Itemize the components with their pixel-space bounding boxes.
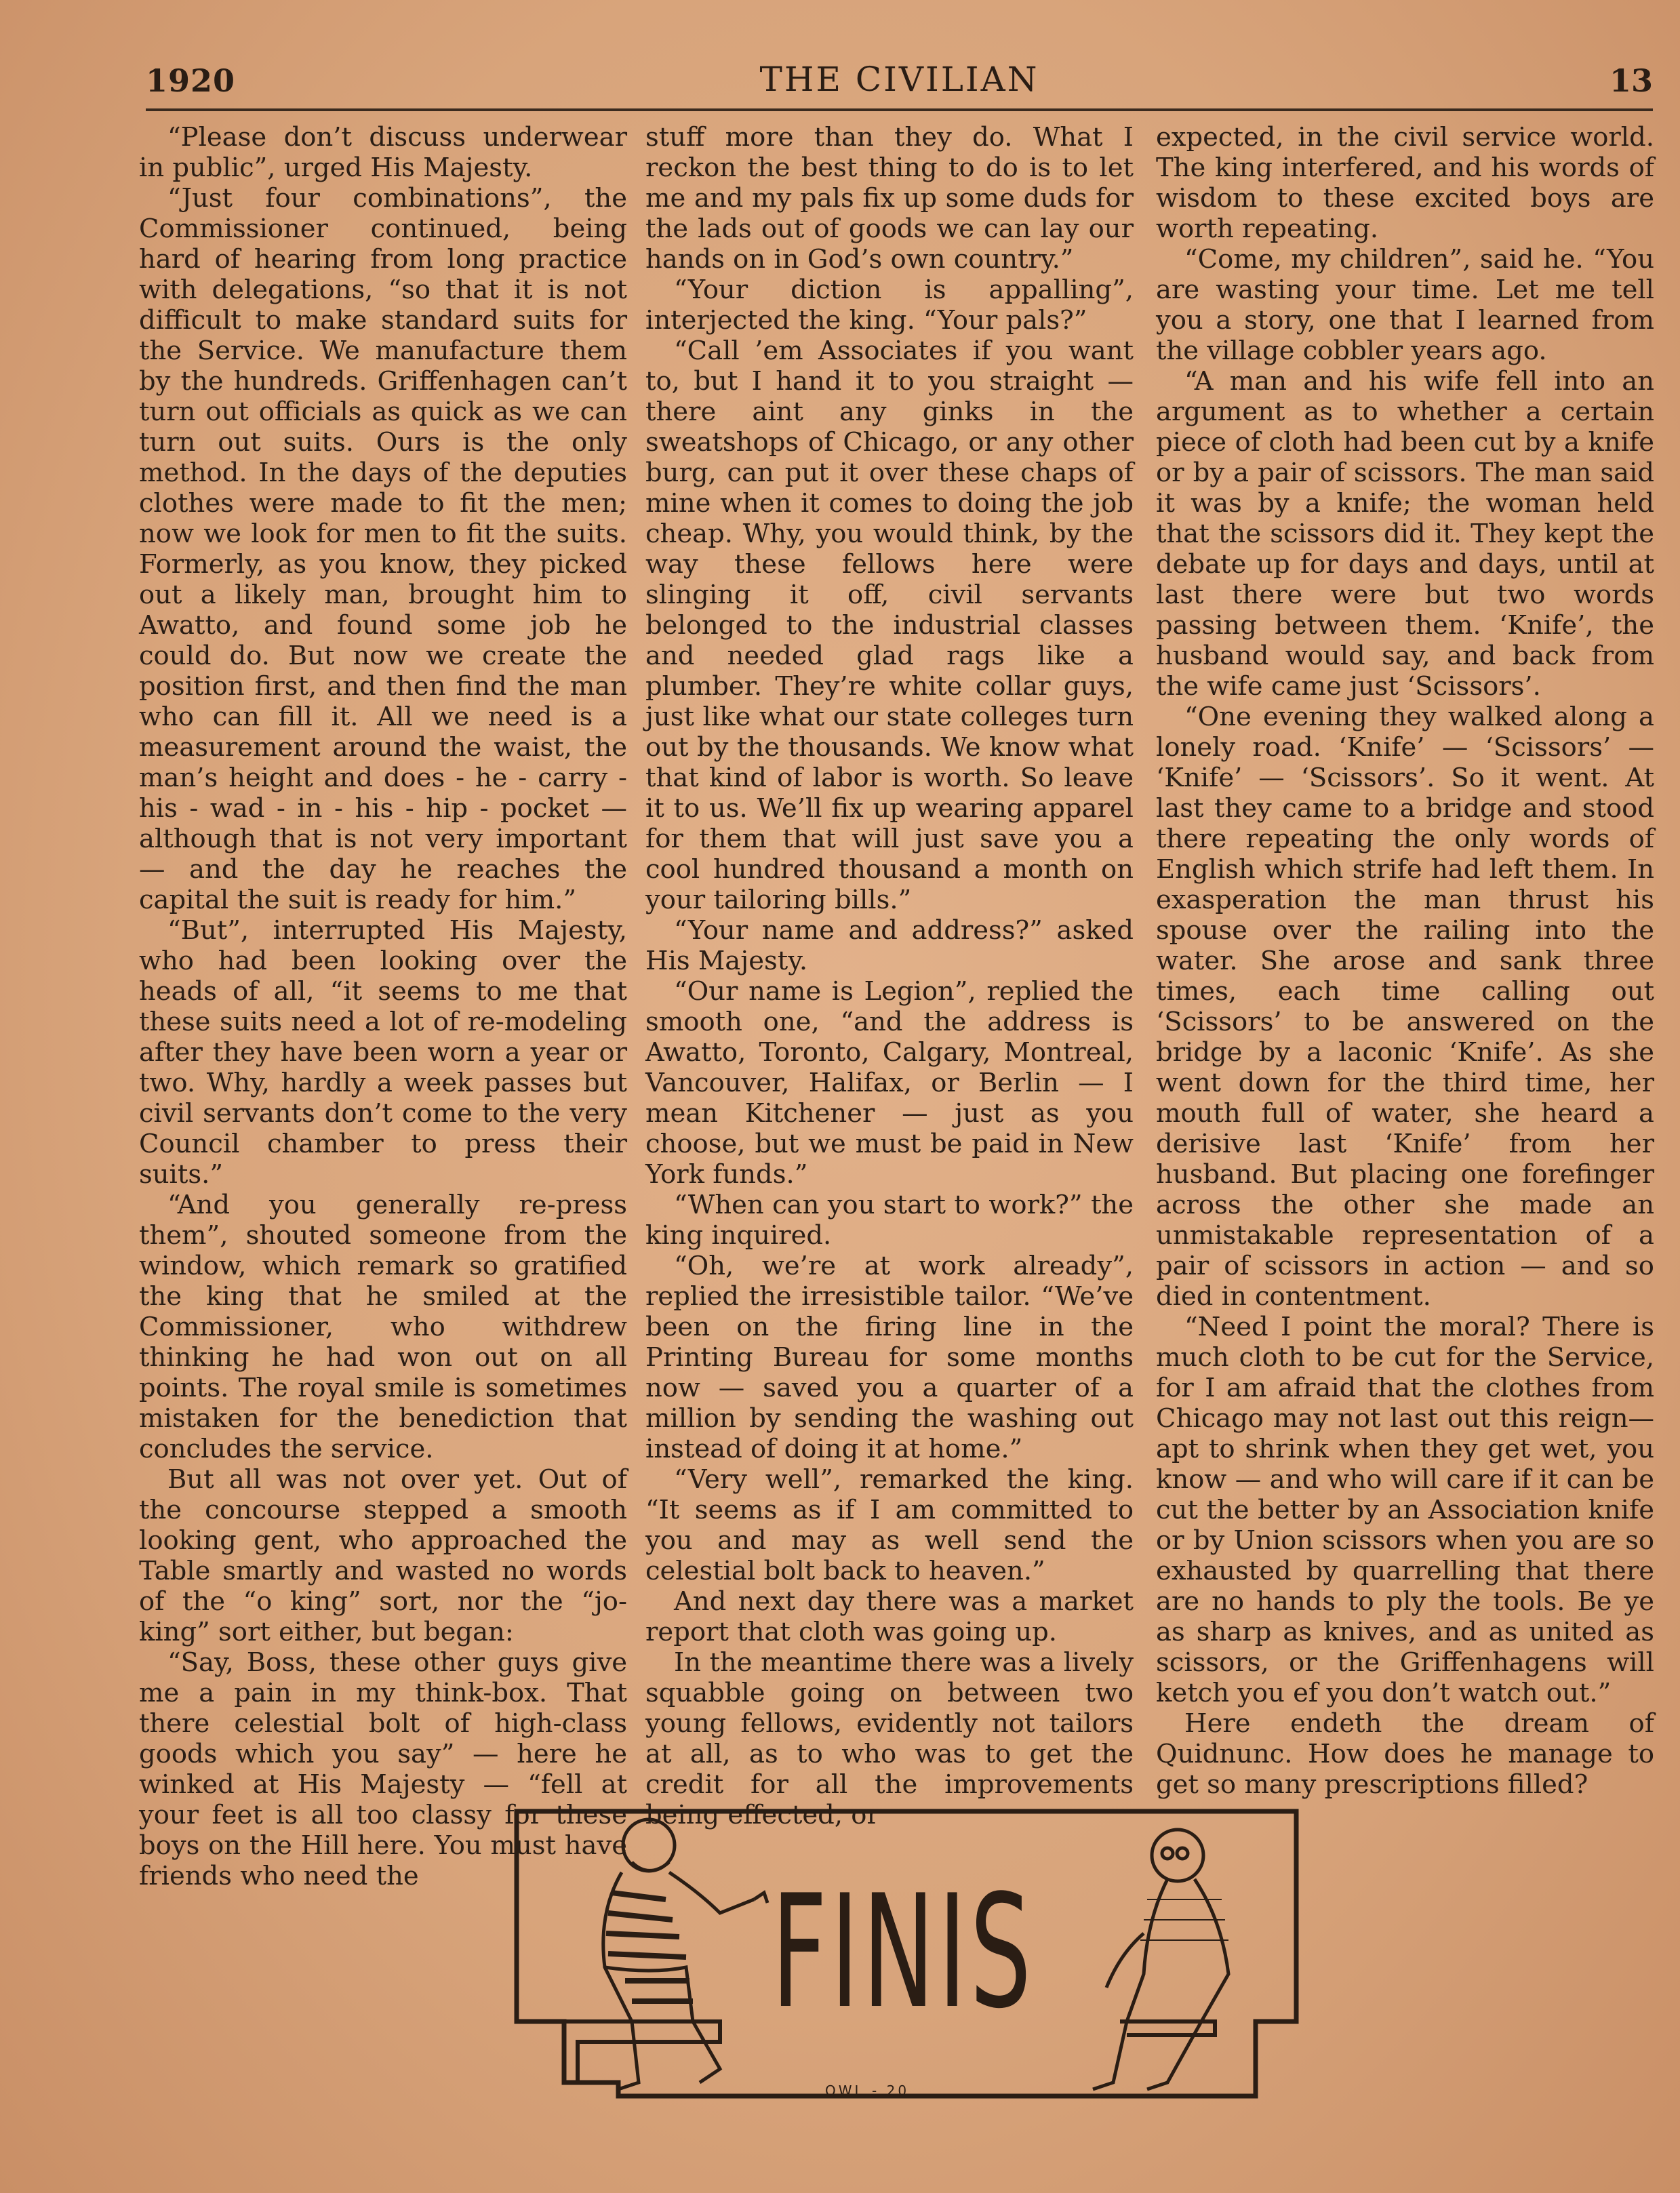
header-year: 1920	[146, 62, 236, 99]
column-2	[645, 122, 1134, 1830]
finis-illustration	[496, 1798, 1310, 2116]
paragraph: And next day there was a market report that cloth was going up.	[645, 1586, 1134, 1647]
paragraph: “Need I point the moral? There is much cloth to be cut for the Service, for I am afraid that the clothes from Chicago may not last out this reign— apt to shrink when they get wet, you know — and who will care if it can be cut the better by an Association knife or by Union scissors when you are so exhausted by quarrelling that there are no hands to ply the tools. Be ye as sharp as knives, and as united as scissors, or the Griffenhagens will ketch you ef you don’t watch out.”	[1156, 1312, 1654, 1708]
paragraph: In the meantime there was a lively squabble going on between two young fellows, evidently not tailors at all, as to who was to get the credit for all the improvements being effected, or	[645, 1647, 1134, 1830]
page-header	[146, 60, 1653, 107]
paragraph: “One evening they walked along a lonely road. ‘Knife’ — ‘Scissors’ — ‘Knife’ — ‘Scissors’. So it went. At last they came to a bridge and stood there repeating the only words of English which strife had left them. In exasperation the man thrust his spouse over the railing into the water. She arose and sank three times, each time calling out ‘Scissors’ to be answered on the bridge by a laconic ‘Knife’. As she went down for the third time, her mouth full of water, she heard a derisive last ‘Knife’ from her husband. But placing one forefinger across the other she made an unmistakable representation of a pair of scissors in action — and so died in contentment.	[1156, 702, 1654, 1312]
paragraph: “Please don’t discuss underwear in public”, urged His Majesty.	[139, 122, 627, 183]
column-1	[139, 122, 627, 1891]
paragraph: “Say, Boss, these other guys give me a pain in my think-box. That there celestial bolt of high-class goods which you say” — here he winked at His Majesty — “fell at your feet is all too classy for these boys on the Hill here. You must have friends who need the	[139, 1647, 627, 1891]
paragraph: Here endeth the dream of Quidnunc. How does he manage to get so many prescriptions filled?	[1156, 1708, 1654, 1800]
artist-signature: OWL - 20	[825, 2083, 910, 2099]
paragraph: “Call ’em Associates if you want to, but I hand it to you straight — there aint any ginks in the sweatshops of Chicago, or any other burg, can put it over these chaps of mine when it comes to doing the job cheap. Why, you would think, by the way these fellows here were slinging it off, civil servants belonged to the industrial classes and needed glad rags like a plumber. They’re white collar guys, just like what our state colleges turn out by the thousands. We know what that kind of labor is worth. So leave it to us. We’ll fix up wearing apparel for them that will just save you a cool hundred thousand a month on your tailoring bills.”	[645, 336, 1134, 915]
finis-caption: FINIS	[771, 1862, 1035, 2043]
paragraph: “Your name and address?” asked His Majesty.	[645, 915, 1134, 976]
paragraph: “Oh, we’re at work already”, replied the irresistible tailor. “We’ve been on the firing line in the Printing Bureau for some months now — saved you a quarter of a million by sending the washing out instead of doing it at home.”	[645, 1251, 1134, 1464]
paragraph: “A man and his wife fell into an argument as to whether a certain piece of cloth had been cut by a knife or by a pair of scissors. The man said it was by a knife; the woman held that the scissors did it. They kept the debate up for days and days, until at last there were but two words passing between them. ‘Knife’, the husband would say, and back from the wife came just ‘Scissors’.	[1156, 366, 1654, 702]
paragraph: “But”, interrupted His Majesty, who had been looking over the heads of all, “it seems to me that these suits need a lot of re-modeling after they have been worn a year or two. Why, hardly a week passes but civil servants don’t come to the very Council chamber to press their suits.”	[139, 915, 627, 1190]
paragraph: stuff more than they do. What I reckon the best thing to do is to let me and my pals fix up some duds for the lads out of goods we can lay our hands on in God’s own country.”	[645, 122, 1134, 275]
paragraph: But all was not over yet. Out of the concourse stepped a smooth looking gent, who approached the Table smartly and wasted no words of the “o king” sort, nor the “jo-king” sort either, but began:	[139, 1464, 627, 1647]
column-3	[1156, 122, 1654, 1800]
paragraph: “Just four combinations”, the Commissioner continued, being hard of hearing from long practice with delegations, “so that it is not difficult to make standard suits for the Service. We manufacture them by the hundreds. Griffenhagen can’t turn out officials as quick as we can turn out suits. Ours is the only method. In the days of the deputies clothes were made to fit the men; now we look for men to fit the suits. Formerly, as you know, they picked out a likely man, brought him to Awatto, and found some job he could do. But now we create the position first, and then find the man who can fill it. All we need is a measurement around the waist, the man’s height and does - he - carry - his - wad - in - his - hip - pocket — although that is not very important— and the day he reaches the capital the suit is ready for him.”	[139, 183, 627, 915]
paragraph: “Our name is Legion”, replied the smooth one, “and the address is Awatto, Toronto, Calgary, Montreal, Vancouver, Halifax, or Berlin — I mean Kitchener — just as you choose, but we must be paid in New York funds.”	[645, 976, 1134, 1190]
header-rule	[146, 108, 1653, 111]
paragraph: “Your diction is appalling”, interjected the king. “Your pals?”	[645, 275, 1134, 336]
paragraph: expected, in the civil service world. The king interfered, and his words of wisdom to these excited boys are worth repeating.	[1156, 122, 1654, 244]
paragraph: “Come, my children”, said he. “You are wasting your time. Let me tell you a story, one that I learned from the village cobbler years ago.	[1156, 244, 1654, 366]
paragraph: “When can you start to work?” the king inquired.	[645, 1190, 1134, 1251]
publication-title: THE CIVILIAN	[759, 60, 1039, 99]
paragraph: “Very well”, remarked the king. “It seems as if I am committed to you and may as well send the celestial bolt back to heaven.”	[645, 1464, 1134, 1586]
page-number: 13	[1609, 62, 1653, 99]
paragraph: “And you generally re-press them”, shouted someone from the window, which remark so gratified the king that he smiled at the Commissioner, who withdrew thinking he had won out on all points. The royal smile is sometimes mistaken for the benediction that concludes the service.	[139, 1190, 627, 1464]
